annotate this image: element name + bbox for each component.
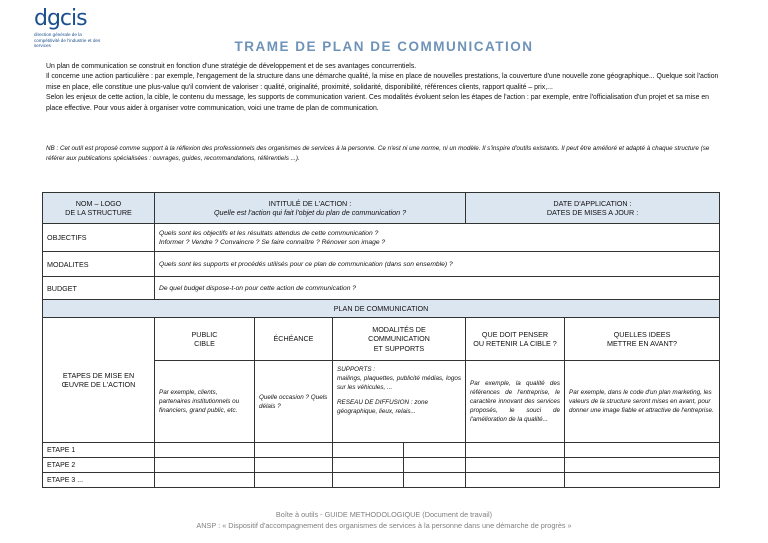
- penser-header-line-1: QUE DOIT PENSER: [481, 329, 549, 339]
- modalites-label: MODALITES: [43, 252, 155, 277]
- objectifs-cell: [155, 224, 720, 252]
- diffusion-label: RESEAU DE DIFFUSION :: [337, 399, 413, 406]
- echeance-header: ÉCHÉANCE: [255, 318, 333, 361]
- de-la-structure-label: DE LA STRUCTURE: [65, 208, 132, 217]
- etape-2-label: ETAPE 2: [43, 458, 155, 473]
- intro-paragraph-3: Selon les enjeux de cette action, la cible, le contenu du message, les supports de communication varient. Ces modalités évoluent selon les étapes de l'action : par exemple, entre l'officialisation d'un projet et sa mise en place effective. Pour vous aider à organiser votre communication, voici une trame de plan de communication.: [46, 94, 710, 112]
- etape-3-penser-cell[interactable]: [466, 473, 565, 488]
- modalites-header-line-3: ET SUPPORTS: [373, 343, 425, 353]
- objectifs-question-2: Informer ? Vendre ? Convaincre ? Se faire connaître ? Rénover son image ?: [159, 238, 386, 246]
- nom-logo-label: NOM – LOGO: [75, 198, 122, 208]
- etape-1-label: ETAPE 1: [43, 443, 155, 458]
- etapes-header-line-1: ETAPES DE MISE EN: [62, 370, 135, 380]
- objectifs-question-1: Quels sont les objectifs et les résultats attendus de cette communication ?: [159, 229, 379, 237]
- diffusion-block: [337, 398, 461, 416]
- penser-example: Par exemple, la qualité des références de l'entreprise, le caractère innovant des services proposés, le souci de l'amélioration de la qualité...: [466, 361, 565, 443]
- objectifs-label: OBJECTIFS: [43, 224, 155, 252]
- logo-subtitle: direction générale de la compétitivité de l'industrie et des services: [34, 32, 101, 48]
- nb-note: NB : Cet outil est proposé comme support à la réflexion des professionnels des organismes de services à la personne. Ce n'est ni une norme, ni un modèle. Il s'inspire d'outils existants. Il peut être amélioré et adapté à chaque structure (se référer aux publications spécialisées : ouvrages, guides, recommandations, référentiels ...).: [46, 145, 710, 163]
- modalites-header-line-1: MODALITÉS DE: [372, 324, 426, 334]
- etape-1-idees-cell[interactable]: [565, 443, 720, 458]
- plan-section-title: PLAN DE COMMUNICATION: [43, 300, 720, 318]
- etape-3-diffusion-cell[interactable]: [404, 473, 466, 488]
- etape-2-penser-cell[interactable]: [466, 458, 565, 473]
- etape-2-echeance-cell[interactable]: [255, 458, 333, 473]
- etape-1-penser-cell[interactable]: [466, 443, 565, 458]
- echeance-example: Quelle occasion ? Quels délais ?: [255, 361, 333, 443]
- date-application-label: DATE D'APPLICATION :: [553, 198, 632, 208]
- supports-text: mailings, plaquettes, publicité médias, logos sur les véhicules, ...: [337, 375, 462, 391]
- footer: [0, 510, 768, 531]
- communication-plan-table: [42, 192, 720, 488]
- public-example: Par exemple, clients, partenaires institutionnels ou financiers, grand public, etc.: [155, 361, 255, 443]
- footer-line-2: ANSP : « Dispositif d'accompagnement des organismes de services à la personne dans une démarche de progrès »: [196, 520, 572, 530]
- diffusion-text: zone géographique, lieux, relais...: [337, 399, 428, 415]
- intitule-header: [155, 193, 466, 224]
- supports-label: SUPPORTS :: [337, 366, 376, 373]
- modalites-question: Quels sont les supports et procédés utilisés pour ce plan de communication (dans son ensemble) ?: [155, 252, 720, 277]
- que-doit-penser-header: [466, 318, 565, 361]
- etape-2-idees-cell[interactable]: [565, 458, 720, 473]
- idees-header-line-2: METTRE EN AVANT?: [607, 339, 678, 348]
- modalites-header-line-2: COMMUNICATION: [368, 334, 430, 344]
- public-cible-header: [155, 318, 255, 361]
- etapes-header: [43, 318, 155, 443]
- public-label: PUBLIC: [191, 329, 218, 339]
- page-title: TRAME DE PLAN DE COMMUNICATION: [234, 39, 534, 54]
- budget-label: BUDGET: [43, 277, 155, 300]
- etape-2-supports-cell[interactable]: [333, 458, 404, 473]
- etape-2-public-cell[interactable]: [155, 458, 255, 473]
- budget-question: De quel budget dispose-t-on pour cette action de communication ?: [155, 277, 720, 300]
- intitule-label: INTITULÉ DE L'ACTION :: [268, 198, 352, 208]
- supports-example: [333, 361, 466, 443]
- etape-1-supports-cell[interactable]: [333, 443, 404, 458]
- intitule-question: Quelle est l'action qui fait l'objet du plan de communication ?: [213, 208, 407, 217]
- modalites-communication-header: [333, 318, 466, 361]
- etape-1-echeance-cell[interactable]: [255, 443, 333, 458]
- etape-3-label: ETAPE 3 ...: [43, 473, 155, 488]
- etape-3-echeance-cell[interactable]: [255, 473, 333, 488]
- etape-1-diffusion-cell[interactable]: [404, 443, 466, 458]
- etape-3-public-cell[interactable]: [155, 473, 255, 488]
- logo-mark: dgcis: [34, 6, 87, 31]
- cible-label: CIBLE: [194, 339, 215, 348]
- date-mises-a-jour-label: DATES DE MISES A JOUR :: [546, 208, 639, 217]
- intro-text: [46, 62, 726, 114]
- etape-3-supports-cell[interactable]: [333, 473, 404, 488]
- penser-header-line-2: OU RETENIR LA CIBLE ?: [473, 339, 557, 348]
- idees-header-line-1: QUELLES IDEES: [613, 329, 671, 339]
- footer-line-1: Boîte à outils - GUIDE METHODOLOGIQUE (Document de travail): [275, 510, 493, 519]
- intro-paragraph-1: Un plan de communication se construit en fonction d'une stratégie de développement et de ses avantages concurrentiels.: [46, 63, 417, 70]
- etape-1-public-cell[interactable]: [155, 443, 255, 458]
- nom-logo-header: [43, 193, 155, 224]
- intro-paragraph-2: Il concerne une action particulière : par exemple, l'engagement de la structure dans une démarche qualité, la mise en place de nouvelles prestations, la couverture d'une nouvelle zone géographique... Quelque soit l'action mise en place, elle constitue une plus-value qu'il convient de valoriser : qualité, originalité, proximité, solidarité, disponibilité, références clients, rapport qualité – prix,...: [46, 73, 719, 91]
- etapes-header-line-2: ŒUVRE DE L'ACTION: [61, 380, 136, 389]
- date-header: [466, 193, 720, 224]
- etape-3-idees-cell[interactable]: [565, 473, 720, 488]
- idees-example: Par exemple, dans le code d'un plan marketing, les valeurs de la structure seront mises en avant, pour donner une image fiable et attractive de l'entreprise.: [565, 361, 720, 443]
- quelles-idees-header: [565, 318, 720, 361]
- etape-2-diffusion-cell[interactable]: [404, 458, 466, 473]
